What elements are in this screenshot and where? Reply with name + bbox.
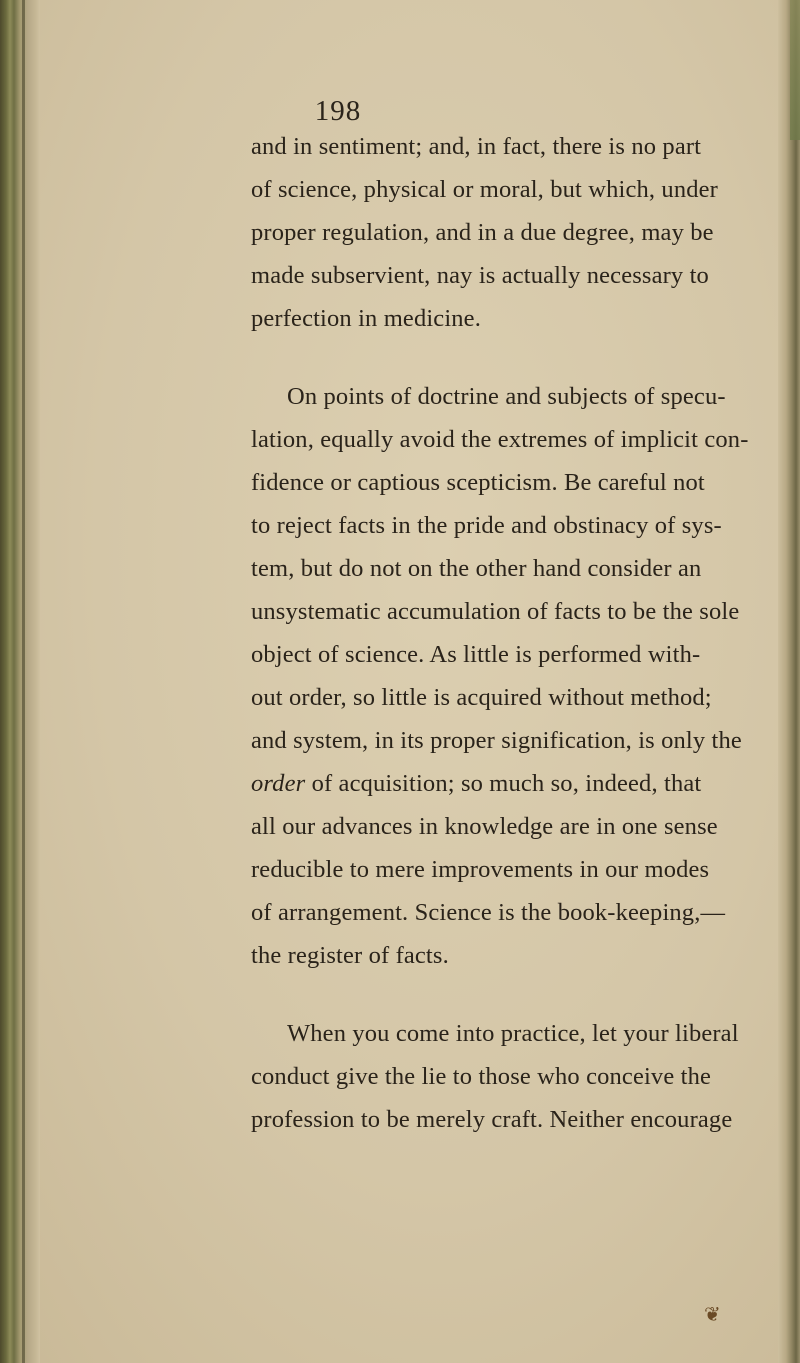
text-line-16: all our advances in knowledge are in one sense [251, 813, 718, 840]
text-line-20: When you come into practice, let your liberal [287, 1020, 739, 1047]
text-line-8: fidence or captious scepticism. Be careful not [251, 469, 705, 496]
text-line-4: made subservient, nay is actually necessary to [251, 262, 709, 289]
text-line-9: to reject facts in the pride and obstinacy of sys- [251, 512, 722, 539]
text-line-14: and system, in its proper signification, is only the [251, 727, 742, 754]
text-line-19: the register of facts. [251, 942, 449, 969]
text-line-2: of science, physical or moral, but which, under [251, 176, 718, 203]
text-line-17: reducible to mere improvements in our modes [251, 856, 710, 883]
text-line-12: object of science. As little is performed with- [251, 641, 701, 668]
text-line-21: conduct give the lie to those who conceive the [251, 1063, 712, 1090]
text-line-18: of arrangement. Science is the book-keeping,— [251, 899, 726, 926]
italic-word-order: order [251, 770, 306, 797]
book-binding-gutter [0, 0, 40, 1363]
text-line-3: proper regulation, and in a due degree, may be [251, 219, 714, 246]
text-line-6: On points of doctrine and subjects of specu- [287, 383, 726, 410]
text-line-7: lation, equally avoid the extremes of implicit con- [251, 426, 749, 453]
text-line-13: out order, so little is acquired without method; [251, 684, 712, 711]
text-line-5: perfection in medicine. [251, 305, 481, 332]
text-line-11: unsystematic accumulation of facts to be the sole [251, 598, 740, 625]
page-number-text: 198 [314, 95, 362, 127]
text-line-1: and in sentiment; and, in fact, there is no part [251, 133, 702, 160]
text-line-15: order of acquisition; so much so, indeed, that [251, 770, 702, 797]
page-number [0, 95, 800, 128]
ink-blot-mark: ❦ [704, 1304, 721, 1326]
binding-stripe [22, 0, 25, 1363]
page-right-edge [778, 0, 800, 1363]
text-line-10: tem, but do not on the other hand consider an [251, 555, 702, 582]
text-line-22: profession to be merely craft. Neither encourage [251, 1106, 733, 1133]
